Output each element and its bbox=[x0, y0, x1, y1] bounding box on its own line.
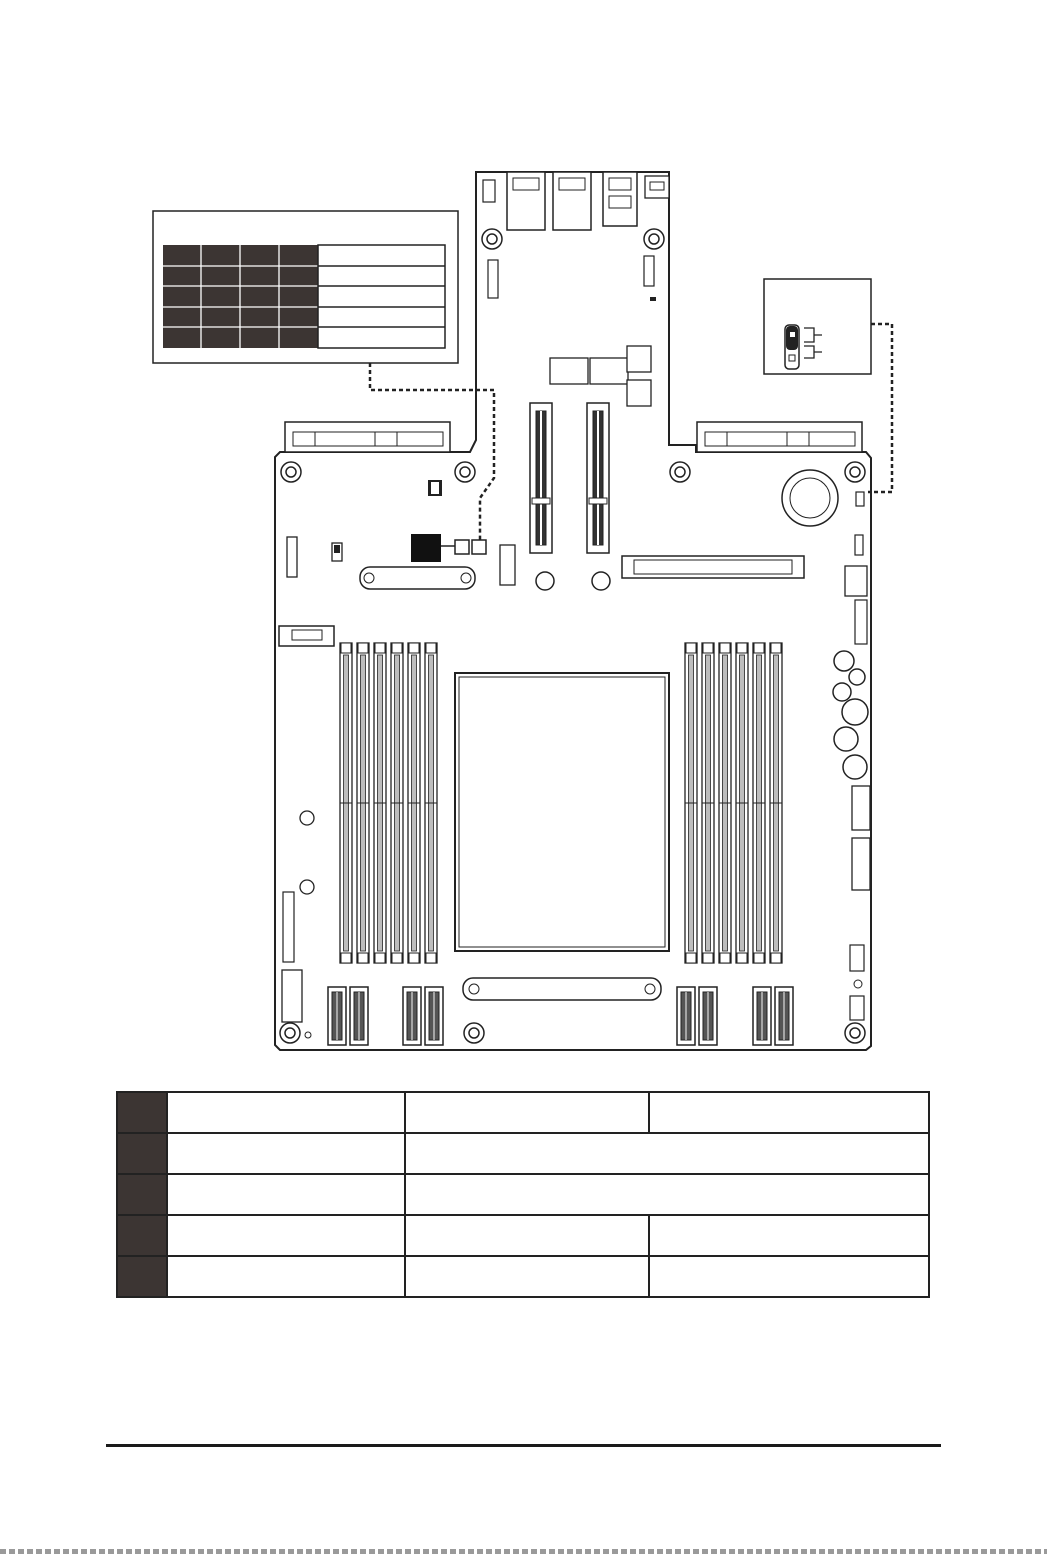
table-cell bbox=[405, 1215, 649, 1256]
table-row bbox=[117, 1133, 929, 1174]
table-cell bbox=[167, 1215, 405, 1256]
table-cell bbox=[167, 1133, 405, 1174]
table-cell bbox=[405, 1174, 929, 1215]
table-cell bbox=[167, 1256, 405, 1297]
table-cell bbox=[405, 1133, 929, 1174]
table-cell bbox=[649, 1092, 929, 1133]
riser-connector-right bbox=[697, 422, 862, 452]
riser-connector-left bbox=[285, 422, 450, 452]
row-index-cell bbox=[117, 1215, 167, 1256]
footer-rule bbox=[106, 1444, 941, 1447]
table-row bbox=[117, 1215, 929, 1256]
table-cell bbox=[649, 1215, 929, 1256]
pcie-slot-1 bbox=[530, 403, 552, 553]
table-row bbox=[117, 1174, 929, 1215]
table-row bbox=[117, 1092, 929, 1133]
table-row bbox=[117, 1256, 929, 1297]
row-index-cell bbox=[117, 1174, 167, 1215]
table-cell bbox=[405, 1256, 649, 1297]
row-index-cell bbox=[117, 1092, 167, 1133]
jumper-b bbox=[472, 540, 486, 554]
chip bbox=[411, 534, 441, 562]
jumper-a bbox=[455, 540, 469, 554]
table-cell bbox=[405, 1092, 649, 1133]
row-index-cell bbox=[117, 1133, 167, 1174]
clear-cmos-callout bbox=[764, 279, 871, 374]
page-edge bbox=[0, 1549, 1047, 1554]
row-index-cell bbox=[117, 1256, 167, 1297]
table-cell bbox=[167, 1092, 405, 1133]
table-cell bbox=[167, 1174, 405, 1215]
pcie-slot-2 bbox=[587, 403, 609, 553]
table-cell bbox=[649, 1256, 929, 1297]
jumper-description-table bbox=[116, 1091, 930, 1298]
jumper-settings-callout bbox=[153, 211, 458, 363]
